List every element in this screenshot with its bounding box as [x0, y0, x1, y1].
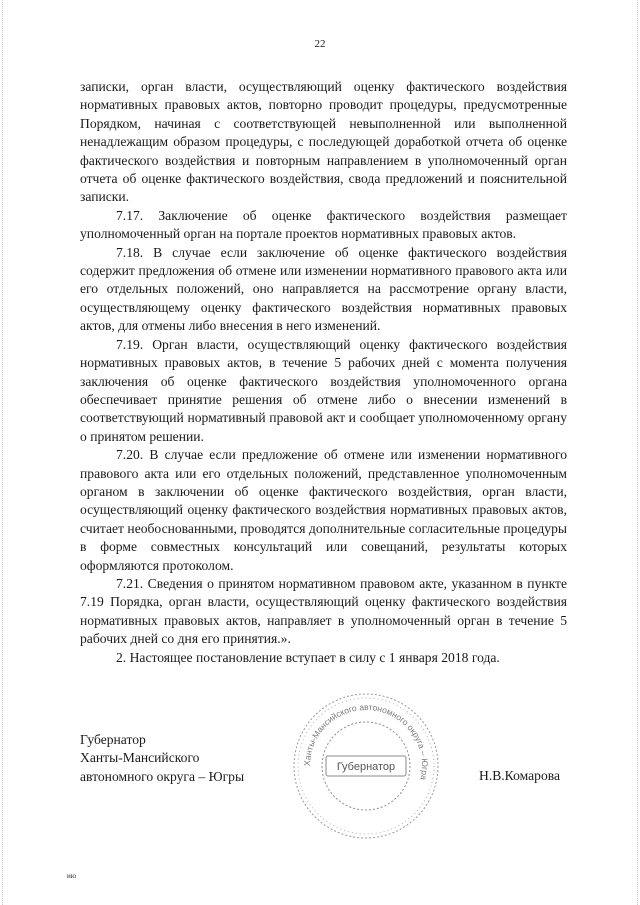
- signatory-title-line-3: автономного округа – Югры: [80, 768, 245, 784]
- scan-edge-right: [637, 0, 639, 905]
- paragraph-7-17: 7.17. Заключение об оценке фактического воздействия размещает уполномоченный орган на портале проектов нормативных правовых актов.: [80, 207, 567, 242]
- document-body: [80, 78, 567, 667]
- paragraph-7-18: 7.18. В случае если заключение об оценке фактического воздействия содержит предложения об отмене или изменении нормативного правового акта или его отдельных положений, оно направляется на рассмотрение органу власти, осуществляющему оценку фактического воздействия нормативных правовых актов, для отмены либо внесения в него изменений.: [80, 244, 567, 334]
- paragraph-7-19: 7.19. Орган власти, осуществляющий оценку фактического воздействия нормативных правовых актов, в течение 5 рабочих дней с момента получения заключения об оценке фактического воздействия уполномоченного органа обеспечивает принятие решения об отмене либо о внесении изменений в соответствующий нормативный правовой акт и сообщает уполномоченному органу о принятом решении.: [80, 336, 567, 444]
- paragraph-2-effective-date: 2. Настоящее постановление вступает в силу с 1 января 2018 года.: [116, 649, 500, 665]
- page-number: 22: [314, 38, 326, 50]
- signatory-title-line-2: Ханты-Мансийского: [80, 750, 200, 766]
- scan-edge-left: [2, 0, 4, 905]
- signatory-name: Н.В.Комарова: [479, 768, 561, 783]
- seal-ring-text: Ханты-Мансийского автономного округа – Югра: [301, 701, 431, 782]
- signatory-title: [80, 731, 244, 786]
- seal-center-text: Губернатор: [336, 761, 396, 773]
- paragraph-continuation: записки, орган власти, осуществляющий оценку фактического воздействия нормативных правовых актов, повторно проводит процедуры, предусмотренные Порядком, начиная с соответствующей невыполненной или выполненной ненадлежащим образом процедуры, с последующей доработкой отчета об оценке фактического воздействия и повторным направлением в уполномоченный орган отчета об оценке фактического воздействия, свода предложений и пояснительной записки.: [80, 79, 567, 205]
- paragraph-7-20: 7.20. В случае если предложение об отмене или изменении нормативного правового акта или его отдельных положений, представленное уполномоченным органом в заключении об оценке фактического воздействия, орган власти, осуществляющий оценку фактического воздействия нормативных правовых актов, считает необоснованными, проводятся дополнительные согласительные процедуры в форме совместных консультаций или совещаний, результаты которых оформляются протоколом.: [80, 447, 567, 573]
- official-seal: [290, 690, 442, 842]
- paragraph-7-21: 7.21. Сведения о принятом нормативном правовом акте, указанном в пункте 7.19 Порядка, орган власти, осуществляющий оценку фактического воздействия нормативных правовых актов, направляет в уполномоченный орган в течение 5 рабочих дней со дня его принятия.».: [80, 575, 567, 647]
- footer-code: ию: [67, 872, 76, 880]
- signatory-title-line-1: Губернатор: [80, 732, 146, 747]
